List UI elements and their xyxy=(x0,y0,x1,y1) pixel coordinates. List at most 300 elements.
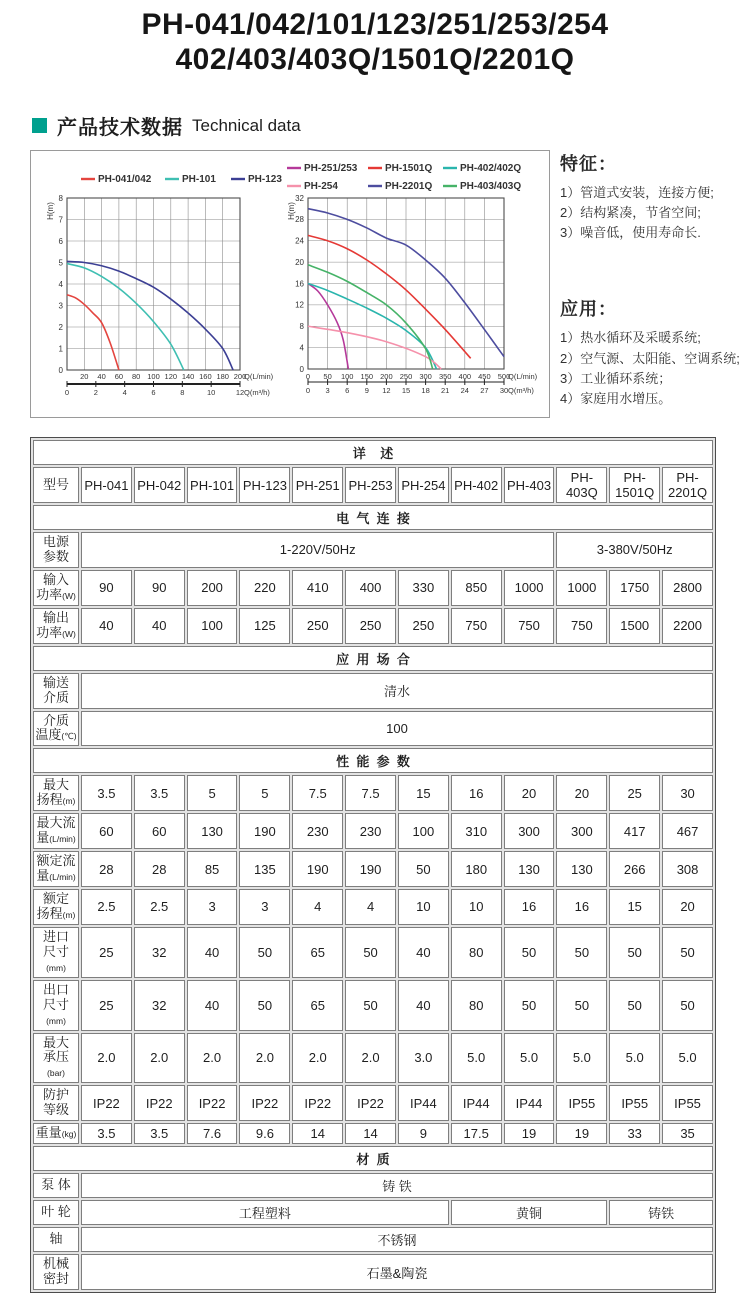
table-row xyxy=(33,1227,713,1252)
value-cell: 2.5 xyxy=(81,889,132,925)
x-tick-label: 350 xyxy=(438,372,452,381)
row-label-unit: (W) xyxy=(62,628,76,639)
value-cell: IP55 xyxy=(609,1085,660,1121)
value-cell: 135 xyxy=(239,851,290,887)
model-cell: PH-041 xyxy=(81,467,132,503)
value-cell: 1000 xyxy=(504,570,555,606)
row-label-unit: (L/min) xyxy=(49,872,76,883)
value-cell: 2.0 xyxy=(187,1033,238,1084)
row-label: 输出 功率(W) xyxy=(33,608,79,644)
application-item: 1）热水循环及采暖系统; xyxy=(560,330,701,346)
value-cell: 750 xyxy=(451,608,502,644)
value-cell: 30 xyxy=(662,775,713,811)
legend-label: PH-402/402Q xyxy=(460,163,522,174)
y-tick-label: 6 xyxy=(58,236,63,246)
model-cell: PH-251 xyxy=(292,467,343,503)
row-label: 额定 扬程(m) xyxy=(33,889,79,925)
legend-item-ph-101 xyxy=(165,174,216,185)
value-cell: 15 xyxy=(609,889,660,925)
value-cell: 5 xyxy=(187,775,238,811)
row-label-unit: (bar) xyxy=(47,1068,65,1079)
model-cell: PH-123 xyxy=(239,467,290,503)
value-cell: 5.0 xyxy=(504,1033,555,1084)
value-cell: 130 xyxy=(187,813,238,849)
y-tick-label: 8 xyxy=(299,322,304,332)
value-cell: 20 xyxy=(556,775,607,811)
x-tick-label: 40 xyxy=(97,372,106,381)
value-cell: 90 xyxy=(134,570,185,606)
row-label-unit: (m) xyxy=(62,796,76,807)
value-cell: 3.5 xyxy=(81,1123,132,1144)
page-title-line2: 402/403/403Q/1501Q/2201Q xyxy=(175,42,575,76)
value-cell: 300 xyxy=(556,813,607,849)
table-row xyxy=(33,608,713,644)
x-tick-label: 400 xyxy=(458,372,472,381)
x-tick-label: 50 xyxy=(323,372,332,381)
value-cell: 130 xyxy=(504,851,555,887)
value-cell: 410 xyxy=(292,570,343,606)
y-tick-label: 24 xyxy=(295,236,304,246)
value-cell: 300 xyxy=(504,813,555,849)
table-row xyxy=(33,1200,713,1225)
chart2-grid xyxy=(308,198,504,369)
row-label-unit: (L/min) xyxy=(49,834,76,845)
row-label: 泵 体 xyxy=(33,1173,79,1198)
model-cell: PH-042 xyxy=(134,467,185,503)
row-label-unit: (℃) xyxy=(61,731,77,742)
row-label: 轴 xyxy=(33,1227,79,1252)
value-cell: 40 xyxy=(81,608,132,644)
x-tick-label: 160 xyxy=(199,372,212,381)
legend-item-ph-402-402q xyxy=(443,163,521,174)
value-cell: 2800 xyxy=(662,570,713,606)
x2-tick-label: 27 xyxy=(480,386,489,395)
row-label: 额定流 量(L/min) xyxy=(33,851,79,887)
x-tick-label: 20 xyxy=(80,372,89,381)
value-cell: 2.5 xyxy=(134,889,185,925)
value-cell: 80 xyxy=(451,927,502,978)
section-bullet-icon xyxy=(32,118,47,133)
table-row xyxy=(33,851,713,887)
chart1-legend xyxy=(81,174,282,185)
curve-ph-123 xyxy=(67,261,233,370)
value-cell: 10 xyxy=(451,889,502,925)
row-label-unit: (kg) xyxy=(61,1129,77,1140)
value-cell: 230 xyxy=(345,813,396,849)
value-cell: 5.0 xyxy=(609,1033,660,1084)
value-cell: 1-220V/50Hz xyxy=(81,532,554,568)
value-cell: 1500 xyxy=(609,608,660,644)
x2-tick-label: 12 xyxy=(235,388,245,397)
x2-tick-label: 18 xyxy=(421,386,430,395)
value-cell: 50 xyxy=(609,980,660,1031)
chart1 xyxy=(46,174,282,397)
model-cell: PH-254 xyxy=(398,467,449,503)
x2-tick-label: 6 xyxy=(345,386,350,395)
value-cell: 50 xyxy=(398,851,449,887)
value-cell: IP22 xyxy=(292,1085,343,1121)
row-label: 机械 密封 xyxy=(33,1254,79,1290)
value-cell: 25 xyxy=(81,927,132,978)
value-cell: 7.5 xyxy=(345,775,396,811)
value-cell: 100 xyxy=(398,813,449,849)
row-label: 最大流 量(L/min) xyxy=(33,813,79,849)
legend-item-ph-1501q xyxy=(368,163,432,174)
section-row xyxy=(33,748,713,773)
curve-ph-041-042 xyxy=(67,295,119,370)
x-axis-label: Q(L/min) xyxy=(508,372,538,381)
value-cell: 3 xyxy=(187,889,238,925)
technical-spec-table xyxy=(30,437,716,1293)
x-tick-label: 100 xyxy=(340,372,354,381)
spec-table xyxy=(30,437,716,1293)
model-cell: PH-253 xyxy=(345,467,396,503)
application-item: 3）工业循环系统； xyxy=(560,370,672,386)
value-cell: IP44 xyxy=(451,1085,502,1121)
model-cell: PH-403 xyxy=(504,467,555,503)
value-cell: IP22 xyxy=(81,1085,132,1121)
value-cell: 310 xyxy=(451,813,502,849)
x-tick-label: 60 xyxy=(114,372,124,381)
value-cell: 50 xyxy=(239,927,290,978)
x-tick-label: 0 xyxy=(305,372,311,381)
value-cell: 40 xyxy=(398,980,449,1031)
value-cell: 2.0 xyxy=(134,1033,185,1084)
value-cell: 60 xyxy=(134,813,185,849)
value-cell: 200 xyxy=(187,570,238,606)
model-cell: PH-402 xyxy=(451,467,502,503)
row-label: 电源 参数 xyxy=(33,532,79,568)
value-cell: 220 xyxy=(239,570,290,606)
x2-tick-label: 6 xyxy=(151,388,156,397)
row-label-unit: (mm) xyxy=(46,962,66,973)
table-row xyxy=(33,775,713,811)
pump-curves-chart xyxy=(31,151,549,417)
row-label: 输入 功率(W) xyxy=(33,570,79,606)
chart2 xyxy=(287,163,538,395)
row-label: 最大 承压(bar) xyxy=(33,1033,79,1084)
secondary-axis xyxy=(306,379,534,395)
x-tick-label: 140 xyxy=(181,372,195,381)
value-cell: 32 xyxy=(134,927,185,978)
model-cell: PH-101 xyxy=(187,467,238,503)
value-cell: 40 xyxy=(187,980,238,1031)
y-tick-label: 0 xyxy=(299,364,304,374)
model-cell: PH-1501Q xyxy=(609,467,660,503)
application-item: 4）家庭用水增压。 xyxy=(560,390,672,406)
value-cell: 5.0 xyxy=(662,1033,713,1084)
value-cell: IP22 xyxy=(239,1085,290,1121)
value-cell: 14 xyxy=(292,1123,343,1144)
value-cell: 90 xyxy=(81,570,132,606)
feature-item: 2）结构紧凑，节省空间; xyxy=(560,205,701,221)
section-row xyxy=(33,1146,713,1171)
section-title-zh: 产品技术数据 xyxy=(57,117,183,139)
side-notes xyxy=(560,150,746,409)
value-cell: 60 xyxy=(81,813,132,849)
row-label: 进口 尺寸(mm) xyxy=(33,927,79,978)
legend-label: PH-1501Q xyxy=(385,163,433,174)
row-label-unit: (m) xyxy=(62,909,76,920)
x2-axis-label: Q(m³/h) xyxy=(508,386,534,395)
value-cell: 14 xyxy=(345,1123,396,1144)
x-tick-label: 150 xyxy=(360,372,374,381)
value-cell: 清水 xyxy=(81,673,713,709)
value-cell: 28 xyxy=(134,851,185,887)
value-cell: 1000 xyxy=(556,570,607,606)
section-title-en: Technical data xyxy=(192,115,301,135)
value-cell: 33 xyxy=(609,1123,660,1144)
y-axis-label: H(m) xyxy=(287,202,296,220)
value-cell: 不锈钢 xyxy=(81,1227,713,1252)
model-row xyxy=(33,467,713,503)
x2-tick-label: 12 xyxy=(382,386,391,395)
table-row xyxy=(33,711,713,747)
value-cell: 2.0 xyxy=(292,1033,343,1084)
y-tick-label: 28 xyxy=(295,215,304,225)
value-cell: 50 xyxy=(556,980,607,1031)
legend-item-ph-251-253 xyxy=(287,163,358,174)
x-tick-label: 250 xyxy=(399,372,413,381)
x-axis-label: Q(L/min) xyxy=(244,372,274,381)
value-cell: 1750 xyxy=(609,570,660,606)
x-tick-label: 450 xyxy=(478,372,491,381)
value-cell: 5 xyxy=(239,775,290,811)
value-cell: 19 xyxy=(556,1123,607,1144)
legend-label: PH-251/253 xyxy=(304,163,358,174)
x-tick-label: 200 xyxy=(233,372,247,381)
value-cell: IP55 xyxy=(556,1085,607,1121)
legend-item-ph-254 xyxy=(287,181,338,192)
legend-item-ph-123 xyxy=(231,174,282,185)
y-tick-label: 32 xyxy=(295,193,304,203)
x-tick-label: 80 xyxy=(132,372,141,381)
value-cell: 80 xyxy=(451,980,502,1031)
x2-tick-label: 9 xyxy=(364,386,369,395)
x2-tick-label: 24 xyxy=(460,386,469,395)
value-cell: 2.0 xyxy=(81,1033,132,1084)
legend-label: PH-403/403Q xyxy=(460,181,522,192)
table-row xyxy=(33,927,713,978)
legend-label: PH-101 xyxy=(182,174,216,185)
section-header: 性 能 参 数 xyxy=(33,748,713,773)
features-block xyxy=(560,150,746,243)
value-cell: 308 xyxy=(662,851,713,887)
y-tick-label: 1 xyxy=(58,344,63,354)
value-cell: 3.5 xyxy=(134,1123,185,1144)
legend-item-ph-403-403q xyxy=(443,181,521,192)
table-row xyxy=(33,1173,713,1198)
y-tick-label: 20 xyxy=(295,257,304,267)
x2-tick-label: 2 xyxy=(93,388,98,397)
y-tick-label: 2 xyxy=(58,322,63,332)
value-cell: 黄铜 xyxy=(451,1200,607,1225)
value-cell: 16 xyxy=(504,889,555,925)
value-cell: 850 xyxy=(451,570,502,606)
value-cell: 250 xyxy=(292,608,343,644)
value-cell: 2.0 xyxy=(239,1033,290,1084)
row-label: 最大 扬程(m) xyxy=(33,775,79,811)
x-tick-label: 100 xyxy=(147,372,160,381)
curve-ph-403-403q xyxy=(308,265,433,369)
legend-item-ph-2201q xyxy=(368,181,432,192)
value-cell: 40 xyxy=(134,608,185,644)
row-label: 介质 温度(℃) xyxy=(33,711,79,747)
value-cell: IP22 xyxy=(187,1085,238,1121)
value-cell: IP55 xyxy=(662,1085,713,1121)
value-cell: 417 xyxy=(609,813,660,849)
value-cell: 3.0 xyxy=(398,1033,449,1084)
y-tick-label: 3 xyxy=(58,301,63,311)
y-tick-label: 0 xyxy=(58,365,63,375)
value-cell: 16 xyxy=(451,775,502,811)
value-cell: 4 xyxy=(345,889,396,925)
legend-item-ph-041-042 xyxy=(81,174,152,185)
row-label: 防护 等级 xyxy=(33,1085,79,1121)
application-item: 2）空气源、太阳能、空调系统; xyxy=(560,350,740,366)
value-cell: 190 xyxy=(239,813,290,849)
features-list xyxy=(560,183,746,243)
value-cell: 5.0 xyxy=(556,1033,607,1084)
value-cell: 铸 铁 xyxy=(81,1173,713,1198)
value-cell: 9.6 xyxy=(239,1123,290,1144)
legend-label: PH-123 xyxy=(248,174,282,185)
value-cell: 9 xyxy=(398,1123,449,1144)
feature-item: 3）噪音低，使用寿命长. xyxy=(560,225,701,241)
table-row xyxy=(33,980,713,1031)
row-label: 叶 轮 xyxy=(33,1200,79,1225)
table-row xyxy=(33,673,713,709)
value-cell: 19 xyxy=(504,1123,555,1144)
value-cell: 750 xyxy=(504,608,555,644)
value-cell: 16 xyxy=(556,889,607,925)
value-cell: 180 xyxy=(451,851,502,887)
features-heading: 特征： xyxy=(560,154,617,174)
value-cell: 400 xyxy=(345,570,396,606)
table-row xyxy=(33,1085,713,1121)
value-cell: 50 xyxy=(345,980,396,1031)
x-tick-label: 500 xyxy=(497,372,511,381)
row-label-unit: (W) xyxy=(62,590,76,601)
row-label: 输送 介质 xyxy=(33,673,79,709)
y-tick-label: 8 xyxy=(58,193,63,203)
page-title xyxy=(0,8,750,78)
value-cell: 85 xyxy=(187,851,238,887)
value-cell: 15 xyxy=(398,775,449,811)
model-cell: PH-2201Q xyxy=(662,467,713,503)
value-cell: 266 xyxy=(609,851,660,887)
model-row-label: 型号 xyxy=(33,467,79,503)
value-cell: 3-380V/50Hz xyxy=(556,532,713,568)
value-cell: IP44 xyxy=(398,1085,449,1121)
value-cell: 250 xyxy=(345,608,396,644)
x2-tick-label: 8 xyxy=(180,388,185,397)
value-cell: 35 xyxy=(662,1123,713,1144)
value-cell: 467 xyxy=(662,813,713,849)
row-label: 出口 尺寸(mm) xyxy=(33,980,79,1031)
page-title-line1: PH-041/042/101/123/251/253/254 xyxy=(141,8,609,41)
value-cell: 65 xyxy=(292,980,343,1031)
value-cell: 40 xyxy=(187,927,238,978)
applications-heading: 应用： xyxy=(560,299,617,320)
value-cell: 石墨&陶瓷 xyxy=(81,1254,713,1290)
value-cell: 125 xyxy=(239,608,290,644)
value-cell: 190 xyxy=(292,851,343,887)
y-tick-label: 16 xyxy=(295,279,304,289)
value-cell: 4 xyxy=(292,889,343,925)
x2-tick-label: 21 xyxy=(441,386,450,395)
x2-tick-label: 3 xyxy=(325,386,330,395)
chart1-grid xyxy=(67,198,240,370)
legend-label: PH-2201Q xyxy=(385,181,433,192)
value-cell: 50 xyxy=(662,980,713,1031)
value-cell: 330 xyxy=(398,570,449,606)
value-cell: 50 xyxy=(662,927,713,978)
value-cell: 50 xyxy=(556,927,607,978)
value-cell: IP22 xyxy=(134,1085,185,1121)
value-cell: 25 xyxy=(81,980,132,1031)
x-tick-label: 180 xyxy=(216,372,229,381)
value-cell: 2200 xyxy=(662,608,713,644)
value-cell: IP44 xyxy=(504,1085,555,1121)
value-cell: 100 xyxy=(81,711,713,747)
y-tick-label: 7 xyxy=(58,215,63,225)
x-tick-label: 300 xyxy=(419,372,432,381)
table-row xyxy=(33,1033,713,1084)
curve-ph-1501q xyxy=(308,235,471,358)
table-row xyxy=(33,1123,713,1144)
y-tick-label: 4 xyxy=(58,279,63,289)
value-cell: 3.5 xyxy=(81,775,132,811)
section-header: 材 质 xyxy=(33,1146,713,1171)
x2-tick-label: 0 xyxy=(64,388,70,397)
value-cell: 50 xyxy=(239,980,290,1031)
secondary-axis xyxy=(65,381,270,397)
table-title: 详 述 xyxy=(33,440,713,465)
value-cell: 230 xyxy=(292,813,343,849)
value-cell: 20 xyxy=(662,889,713,925)
value-cell: 250 xyxy=(398,608,449,644)
row-label: 重量(kg) xyxy=(33,1123,79,1144)
value-cell: 17.5 xyxy=(451,1123,502,1144)
row-label-unit: (mm) xyxy=(46,1015,66,1026)
x2-tick-label: 15 xyxy=(401,386,411,395)
y-axis-label: H(m) xyxy=(46,202,55,220)
value-cell: 20 xyxy=(504,775,555,811)
table-row xyxy=(33,532,713,568)
x2-tick-label: 0 xyxy=(305,386,311,395)
chart2-legend xyxy=(287,163,521,192)
legend-label: PH-041/042 xyxy=(98,174,152,185)
value-cell: 50 xyxy=(345,927,396,978)
value-cell: 25 xyxy=(609,775,660,811)
y-tick-label: 12 xyxy=(295,300,304,310)
table-row xyxy=(33,813,713,849)
legend-label: PH-254 xyxy=(304,181,338,192)
value-cell: 7.6 xyxy=(187,1123,238,1144)
table-row xyxy=(33,1254,713,1290)
feature-item: 1）管道式安装，连接方便; xyxy=(560,185,714,200)
value-cell: 28 xyxy=(81,851,132,887)
x2-tick-label: 4 xyxy=(122,388,127,397)
value-cell: 3.5 xyxy=(134,775,185,811)
section-row xyxy=(33,505,713,530)
x-tick-label: 120 xyxy=(164,372,178,381)
x2-tick-label: 30 xyxy=(499,386,509,395)
value-cell: 32 xyxy=(134,980,185,1031)
value-cell: 3 xyxy=(239,889,290,925)
model-cell: PH-403Q xyxy=(556,467,607,503)
